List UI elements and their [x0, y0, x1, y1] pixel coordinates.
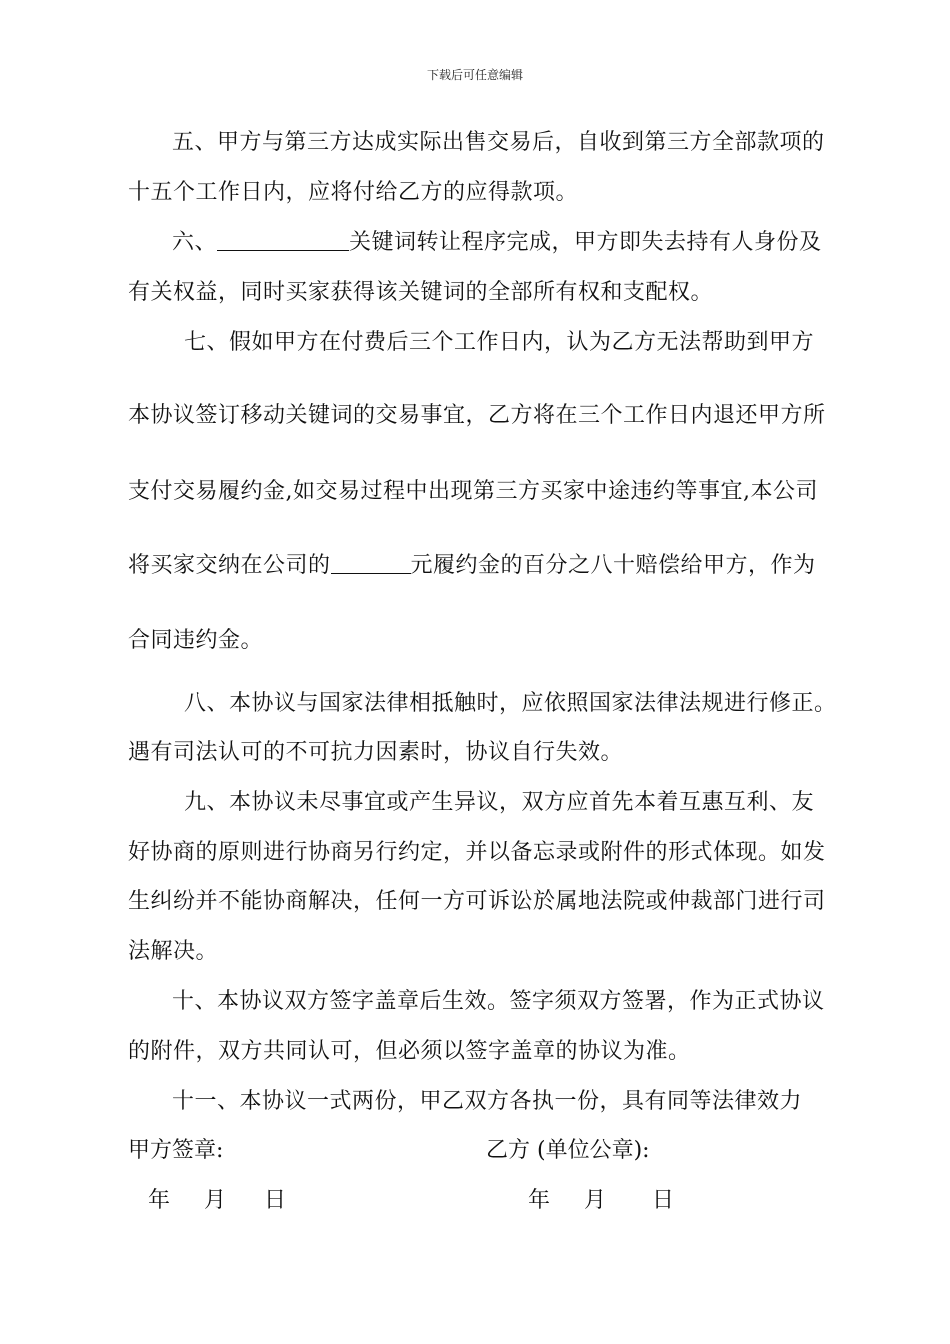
party-a-year: 年 — [148, 1188, 171, 1213]
party-b-month: 月 — [584, 1188, 607, 1213]
amount-blank[interactable] — [331, 551, 411, 574]
clause-10-line-2: 的附件，双方共同认可，但必须以签字盖章的协议为准。 — [128, 1039, 691, 1064]
clause-10-line-1: 十、本协议双方签字盖章后生效。签字须双方签署，作为正式协议 — [172, 989, 825, 1014]
clause-6-prefix: 六、 — [172, 230, 218, 255]
clause-9-line-1: 九、本协议未尽事宜或产生异议，双方应首先本着互惠互利、友 — [184, 790, 815, 815]
clause-7-line-4 — [128, 551, 816, 581]
clause-8-line-1: 八、本协议与国家法律相抵触时，应依照国家法律法规进行修正。 — [184, 691, 837, 716]
party-a-signature-label: 甲方签章: — [128, 1138, 224, 1163]
clause-9-line-2: 好协商的原则进行协商另行约定，并以备忘录或附件的形式体现。如发 — [128, 840, 826, 865]
party-a-date — [148, 1186, 286, 1216]
keyword-blank[interactable] — [217, 228, 349, 251]
clause-5-line-1: 五、甲方与第三方达成实际出售交易后，自收到第三方全部款项的 — [172, 130, 825, 155]
clause-7-line-5: 合同违约金。 — [128, 628, 264, 653]
party-b-date — [528, 1186, 674, 1216]
clause-6-line-1 — [172, 228, 822, 258]
party-b-day: 日 — [652, 1188, 675, 1213]
clause-9-line-4: 法解决。 — [128, 939, 219, 964]
clause-11-line-1: 十一、本协议一式两份，甲乙双方各执一份，具有同等法律效力 — [172, 1089, 803, 1114]
clause-7-line-3: 支付交易履约金,如交易过程中出现第三方买家中途违约等事宜,本公司 — [128, 479, 818, 504]
party-b-year: 年 — [528, 1188, 551, 1213]
clause-6-line-2: 有关权益，同时买家获得该关键词的全部所有权和支配权。 — [128, 280, 714, 305]
page-header: 下载后可任意编辑 — [426, 68, 523, 82]
clause-6-suffix: 关键词转让程序完成，甲方即失去持有人身份及 — [349, 230, 822, 255]
clause-7-suffix: 元履约金的百分之八十赔偿给甲方，作为 — [410, 553, 816, 578]
clause-7-prefix: 将买家交纳在公司的 — [128, 553, 331, 578]
party-b-signature-label: 乙方 (单位公章): — [486, 1138, 650, 1163]
party-a-day: 日 — [264, 1188, 287, 1213]
party-a-month: 月 — [204, 1188, 227, 1213]
clause-5-line-2: 十五个工作日内，应将付给乙方的应得款项。 — [128, 180, 579, 205]
clause-8-line-2: 遇有司法认可的不可抗力因素时，协议自行失效。 — [128, 740, 624, 765]
clause-9-line-3: 生纠纷并不能协商解决，任何一方可诉讼於属地法院或仲裁部门进行司 — [128, 889, 826, 914]
clause-7-line-1: 七、假如甲方在付费后三个工作日内，认为乙方无法帮助到甲方 — [184, 330, 815, 355]
clause-7-line-2: 本协议签订移动关键词的交易事宜，乙方将在三个工作日内退还甲方所 — [128, 403, 826, 428]
